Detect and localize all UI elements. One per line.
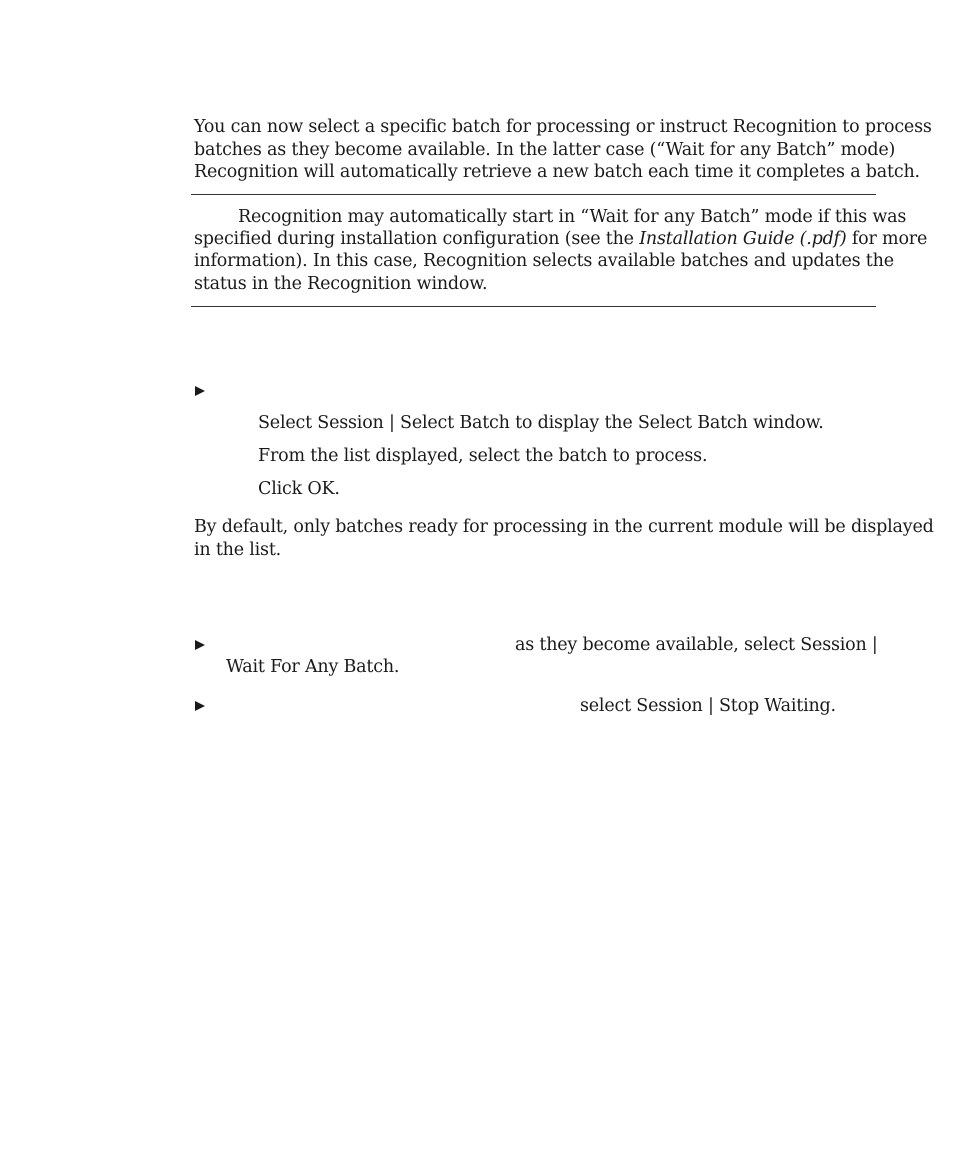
- note-bottom-rule: [191, 306, 876, 307]
- installation-guide-reference: Installation Guide (.pdf): [639, 229, 847, 249]
- intro-line-1: You can now select a specific batch for processing or instruct Recognition to process: [194, 117, 932, 137]
- note-line-2: [194, 228, 927, 250]
- default-note-line-2: in the list.: [194, 540, 282, 560]
- step-3: Click OK.: [258, 479, 340, 499]
- stop-waiting-bullet: select Session | Stop Waiting.: [580, 696, 836, 716]
- intro-line-3: Recognition will automatically retrieve a new batch each time it completes a batch.: [194, 162, 920, 182]
- step-1: Select Session | Select Batch to display the Select Batch window.: [258, 413, 824, 433]
- note-line-2-after: for more: [846, 229, 928, 249]
- default-note-line-1: By default, only batches ready for processing in the current module will be displayed: [194, 517, 934, 537]
- note-line-3: information). In this case, Recognition selects available batches and updates the: [194, 251, 894, 271]
- note-line-2-before: specified during installation configuration (see the: [194, 229, 640, 249]
- procedure-bullet-icon: [195, 701, 205, 711]
- wait-bullet-line-2: Wait For Any Batch.: [226, 657, 400, 677]
- procedure-bullet-icon: [195, 640, 205, 650]
- step-2: From the list displayed, select the batch to process.: [258, 446, 708, 466]
- intro-line-2: batches as they become available. In the latter case (“Wait for any Batch” mode): [194, 140, 896, 160]
- procedure-bullet-icon: [195, 386, 205, 396]
- note-line-4: status in the Recognition window.: [194, 274, 488, 294]
- note-top-rule: [191, 194, 876, 195]
- wait-bullet-line-1: as they become available, select Session |: [515, 635, 878, 655]
- note-line-1: Recognition may automatically start in “Wait for any Batch” mode if this was: [238, 207, 907, 227]
